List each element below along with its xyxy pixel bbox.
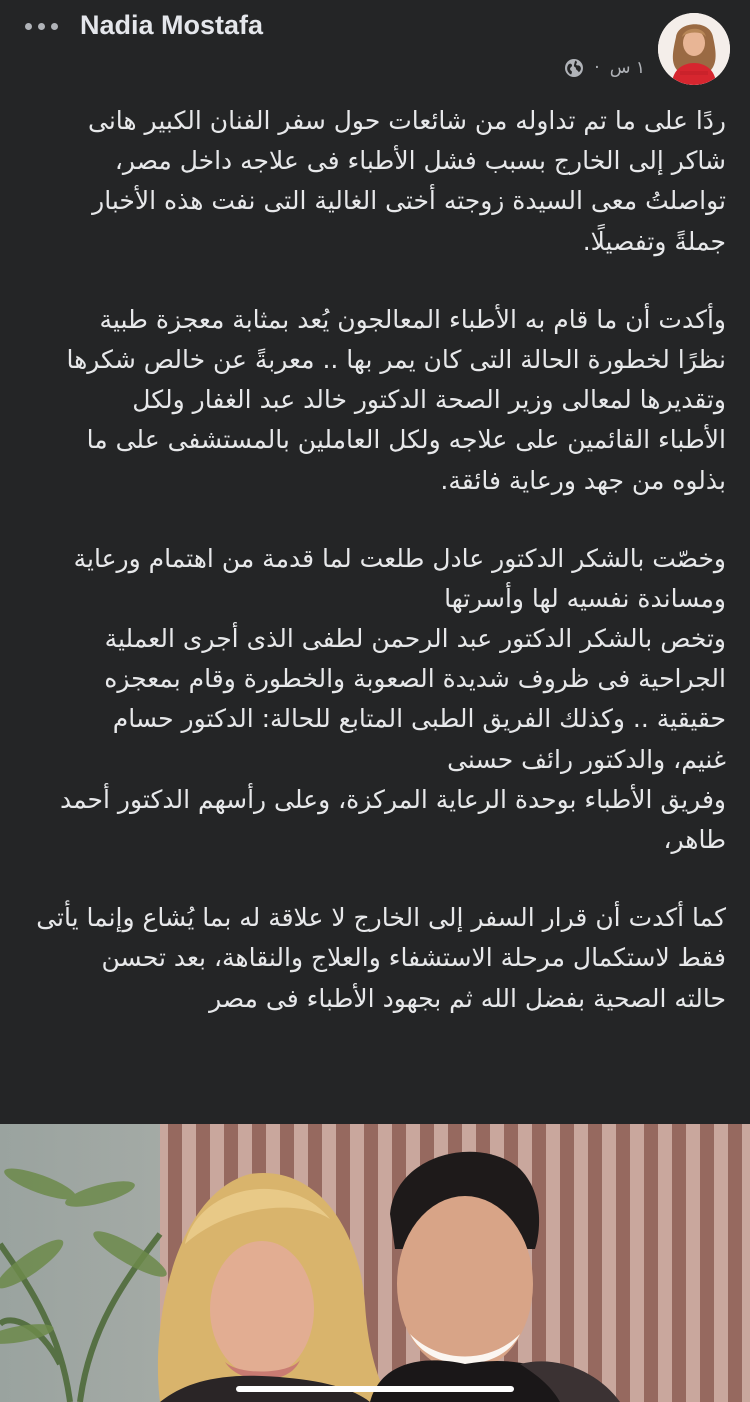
photo-couple-image (0, 1124, 750, 1402)
more-horizontal-icon-dot (38, 23, 45, 30)
post-text-line: جملةً وتفصيلًا. (582, 226, 726, 256)
post-text-line: طاهر، (663, 825, 726, 854)
paragraph-gap (38, 501, 726, 539)
post-text-line: تواصلتُ معى السيدة زوجته أختى الغالية التى نفت هذه الأخبار (92, 186, 726, 216)
home-indicator[interactable] (236, 1386, 514, 1392)
post-text-line: وفريق الأطباء بوحدة الرعاية المركزة، وعلى رأسهم الدكتور أحمد (59, 784, 726, 814)
post-photo[interactable] (0, 1124, 750, 1402)
post-text (38, 101, 726, 1019)
post-text-line: حالته الصحية بفضل الله ثم بجهود الأطباء فى مصر (209, 983, 726, 1013)
globe-icon[interactable] (564, 58, 584, 78)
more-options-button[interactable] (16, 12, 66, 40)
post-meta (564, 58, 645, 78)
meta-separator: · (594, 58, 600, 78)
post-timestamp[interactable]: ١ س (609, 58, 645, 78)
post-text-line: ومساندة نفسيه لها وأسرتها (444, 583, 726, 613)
avatar-image (658, 13, 730, 85)
post-text-line: بذلوه من جهد ورعاية فائقة. (440, 465, 726, 495)
paragraph-gap (38, 860, 726, 898)
post-text-line: وأكدت أن ما قام به الأطباء المعالجون يُعد بمثابة معجزة طبية (99, 304, 726, 334)
post-text-line: حقيقية .. وكذلك الفريق الطبى المتابع للحالة: الدكتور حسام (112, 704, 726, 734)
post-text-line: كما أكدت أن قرار السفر إلى الخارج لا علاقة له بما يُشاع وإنما يأتى (36, 903, 726, 933)
post-text-line: غنيم، والدكتور رائف حسنى (447, 744, 726, 774)
post-text-line: فقط لاستكمال مرحلة الاستشفاء والعلاج والنقاهة، بعد تحسن (101, 943, 726, 973)
author-name[interactable]: Nadia Mostafa (80, 10, 264, 40)
paragraph-gap (38, 262, 726, 300)
post-text-line: وتخص بالشكر الدكتور عبد الرحمن لطفى الذى أجرى العملية (104, 624, 726, 654)
post-text-line: وخصّت بالشكر الدكتور عادل طلعت لما قدمة من اهتمام ورعاية (73, 543, 726, 573)
post-text-line: الجراحية فى ظروف شديدة الصعوبة والخطورة وقام بمعجزه (104, 664, 726, 694)
post-text-line: ردًا على ما تم تداوله من شائعات حول سفر الفنان الكبير هانى (88, 106, 726, 135)
post-text-line: وتقديرها لمعالى وزير الصحة الدكتور خالد عبد الغفار ولكل (132, 385, 726, 415)
author-avatar[interactable] (658, 13, 730, 85)
more-horizontal-icon-dot (51, 23, 58, 30)
post-text-line: شاكر إلى الخارج بسبب فشل الأطباء فى علاجه داخل مصر، (114, 146, 726, 176)
post-text-line: الأطباء القائمين على علاجه ولكل العاملين بالمستشفى على ما (86, 425, 726, 455)
post-header (0, 0, 750, 92)
more-horizontal-icon (25, 23, 32, 30)
post-text-line: نظرًا لخطورة الحالة التى كان يمر بها .. معربةً عن خالص شكرها (66, 344, 726, 374)
